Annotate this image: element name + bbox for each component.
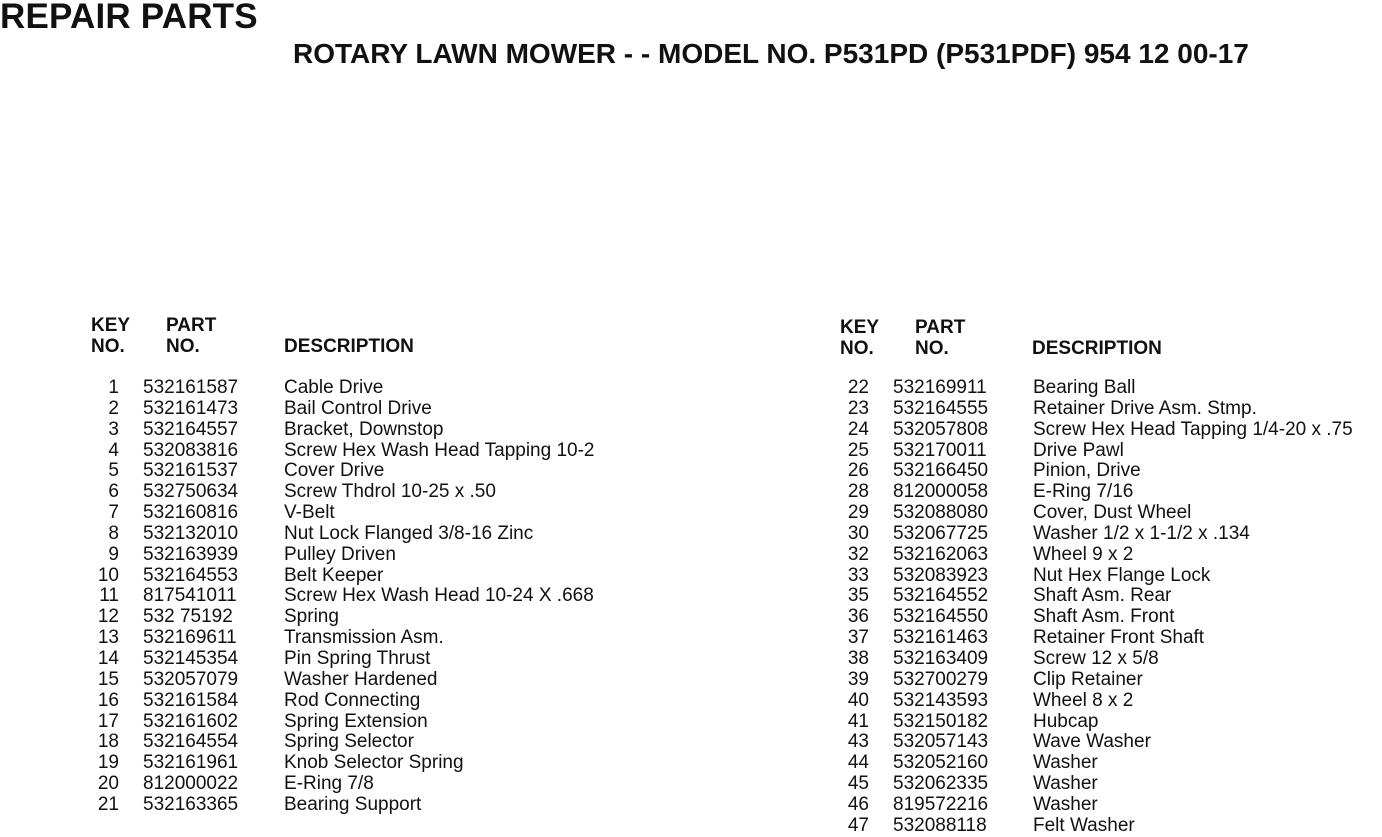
parts-row [0, 420, 1382, 441]
parts-row [0, 670, 1382, 691]
parts-row [0, 732, 1382, 753]
part-description: Washer Hardened [284, 668, 438, 690]
part-number: 812000022 [143, 773, 239, 795]
key-number: 24 [847, 418, 869, 440]
key-number: 47 [847, 814, 869, 836]
part-number: 532163365 [143, 793, 239, 815]
part-description: Screw Hex Head Tapping 1/4-20 x .75 [1033, 418, 1353, 440]
key-number: 26 [847, 460, 869, 482]
parts-row [0, 524, 1382, 545]
part-number: 532163409 [893, 647, 989, 669]
part-description: Clip Retainer [1033, 668, 1143, 690]
part-number: 532161961 [143, 752, 239, 774]
key-number: 29 [847, 502, 869, 524]
parts-row [0, 753, 1382, 774]
part-description: Nut Lock Flanged 3/8-16 Zinc [284, 522, 534, 544]
left-description-header: DESCRIPTION [284, 336, 414, 357]
part-description: Cover Drive [284, 460, 385, 482]
parts-row [0, 691, 1382, 712]
part-number: 532169911 [893, 377, 987, 398]
part-number: 532161587 [143, 377, 239, 398]
part-header-line1: PART [166, 315, 217, 336]
part-description: Shaft Asm. Front [1033, 606, 1175, 628]
key-number: 19 [97, 752, 119, 774]
part-number: 532161602 [143, 710, 239, 732]
key-number: 33 [847, 564, 869, 586]
parts-row [0, 482, 1382, 503]
part-number: 532057808 [893, 418, 989, 440]
page-title: REPAIR PARTS [0, 0, 258, 36]
part-description: Bearing Ball [1033, 377, 1136, 398]
key-number: 44 [847, 752, 869, 774]
parts-row [0, 461, 1382, 482]
part-description: Wave Washer [1033, 731, 1151, 753]
key-number: 28 [847, 481, 869, 503]
key-number: 2 [108, 397, 119, 419]
part-description: Pulley Driven [284, 543, 396, 565]
key-number: 25 [847, 439, 869, 461]
part-description: Washer [1033, 773, 1098, 795]
key-number: 22 [847, 377, 869, 398]
part-description: Knob Selector Spring [284, 752, 464, 774]
part-description: Bail Control Drive [284, 397, 432, 419]
part-number: 532083816 [143, 439, 239, 461]
part-description: Drive Pawl [1033, 439, 1124, 461]
part-description: Screw Hex Wash Head 10-24 X .668 [284, 585, 594, 607]
part-number: 532052160 [893, 752, 989, 774]
part-description: Spring Extension [284, 710, 428, 732]
part-number: 812000058 [893, 481, 989, 503]
key-number: 36 [847, 606, 869, 628]
right-key-header [840, 317, 879, 359]
part-description: Washer [1033, 752, 1098, 774]
parts-row [0, 628, 1382, 649]
part-description: Wheel 9 x 2 [1033, 543, 1134, 565]
part-number: 532164557 [143, 418, 239, 440]
key-number: 6 [108, 481, 119, 503]
part-number: 532161473 [143, 397, 239, 419]
part-number: 532161537 [143, 460, 239, 482]
part-description: Pin Spring Thrust [284, 647, 431, 669]
key-number: 9 [108, 543, 119, 565]
key-number: 10 [97, 564, 119, 586]
part-number: 532 75192 [143, 606, 233, 628]
part-description: Screw Thdrol 10-25 x .50 [284, 481, 496, 503]
key-number: 5 [108, 460, 119, 482]
part-description: Rod Connecting [284, 689, 421, 711]
key-number: 3 [108, 418, 119, 440]
parts-row [0, 816, 1382, 837]
key-number: 7 [108, 502, 119, 524]
part-description: Felt Washer [1033, 814, 1135, 836]
part-description: Belt Keeper [284, 564, 384, 586]
left-key-header [91, 315, 130, 357]
part-number: 532160816 [143, 502, 239, 524]
part-number: 532161584 [143, 689, 239, 711]
part-number: 532169611 [143, 627, 237, 649]
part-description: Retainer Drive Asm. Stmp. [1033, 397, 1257, 419]
key-number: 4 [108, 439, 119, 461]
key-number: 14 [97, 647, 119, 669]
part-number: 532750634 [143, 481, 239, 503]
key-number: 15 [97, 668, 119, 690]
key-number: 39 [847, 668, 869, 690]
part-number: 532164550 [893, 606, 989, 628]
part-description: Cover, Dust Wheel [1033, 502, 1192, 524]
part-description: E-Ring 7/16 [1033, 481, 1134, 503]
parts-row [0, 545, 1382, 566]
key-header-line2: NO. [840, 338, 874, 359]
key-header-line2: NO. [91, 336, 125, 357]
key-number: 45 [847, 773, 869, 795]
parts-row [0, 712, 1382, 733]
part-description: Wheel 8 x 2 [1033, 689, 1134, 711]
parts-row [0, 774, 1382, 795]
parts-row [0, 607, 1382, 628]
part-number: 532150182 [893, 710, 989, 732]
parts-row [0, 503, 1382, 524]
key-number: 35 [847, 585, 869, 607]
part-header-line2: NO. [915, 338, 949, 359]
part-number: 532700279 [893, 668, 989, 690]
key-number: 11 [99, 585, 119, 607]
part-number: 532062335 [893, 773, 989, 795]
part-number: 532170011 [893, 439, 987, 461]
part-description: Spring Selector [284, 731, 414, 753]
key-number: 17 [97, 710, 119, 732]
part-description: Screw 12 x 5/8 [1033, 647, 1159, 669]
key-number: 18 [97, 731, 119, 753]
part-description: Shaft Asm. Rear [1033, 585, 1172, 607]
part-description: Cable Drive [284, 377, 384, 398]
part-number: 532164554 [143, 731, 239, 753]
part-header-line2: NO. [166, 336, 200, 357]
key-number: 21 [97, 793, 119, 815]
part-description: Retainer Front Shaft [1033, 627, 1205, 649]
key-number: 40 [847, 689, 869, 711]
key-number: 13 [97, 627, 119, 649]
part-description: Transmission Asm. [284, 627, 444, 649]
part-number: 819572216 [893, 793, 989, 815]
left-part-header [166, 315, 216, 357]
part-number: 532088080 [893, 502, 989, 524]
part-number: 532161463 [893, 627, 989, 649]
parts-row [0, 566, 1382, 587]
model-subtitle: ROTARY LAWN MOWER - - MODEL NO. P531PD (P531PDF) 954 12 00-17 [293, 38, 1249, 69]
part-number: 532083923 [893, 564, 989, 586]
right-description-header: DESCRIPTION [1032, 338, 1162, 359]
key-number: 41 [847, 710, 869, 732]
key-number: 37 [847, 627, 869, 649]
part-number: 532164555 [893, 397, 989, 419]
right-parts-list [0, 378, 1382, 837]
part-description: Nut Hex Flange Lock [1033, 564, 1211, 586]
parts-row [0, 378, 1382, 399]
parts-row [0, 649, 1382, 670]
part-description: Hubcap [1033, 710, 1099, 732]
parts-row [0, 399, 1382, 420]
key-number: 23 [847, 397, 869, 419]
key-header-line1: KEY [840, 317, 880, 338]
key-number: 8 [108, 522, 119, 544]
part-number: 532164552 [893, 585, 989, 607]
part-number: 532132010 [143, 522, 239, 544]
key-number: 38 [847, 647, 869, 669]
part-description: E-Ring 7/8 [284, 773, 374, 795]
part-description: Pinion, Drive [1033, 460, 1141, 482]
key-number: 30 [847, 522, 869, 544]
parts-row [0, 795, 1382, 816]
parts-row [0, 441, 1382, 462]
part-number: 817541011 [143, 585, 237, 607]
part-number: 532143593 [893, 689, 989, 711]
key-number: 43 [847, 731, 869, 753]
part-number: 532164553 [143, 564, 239, 586]
part-number: 532067725 [893, 522, 989, 544]
part-number: 532057079 [143, 668, 239, 690]
key-number: 12 [97, 606, 119, 628]
key-number: 16 [97, 689, 119, 711]
part-number: 532162063 [893, 543, 989, 565]
part-number: 532088118 [893, 814, 987, 836]
part-description: Spring [284, 606, 339, 628]
part-number: 532145354 [143, 647, 239, 669]
key-number: 46 [847, 793, 869, 815]
key-header-line1: KEY [91, 315, 131, 336]
part-header-line1: PART [915, 317, 966, 338]
part-description: Bracket, Downstop [284, 418, 444, 440]
part-description: V-Belt [284, 502, 335, 524]
part-description: Screw Hex Wash Head Tapping 10-2 [284, 439, 595, 461]
part-number: 532057143 [893, 731, 989, 753]
key-number: 20 [97, 773, 119, 795]
key-number: 32 [847, 543, 869, 565]
right-part-header [915, 317, 965, 359]
key-number: 1 [108, 377, 119, 398]
part-number: 532163939 [143, 543, 239, 565]
part-number: 532166450 [893, 460, 989, 482]
part-description: Washer 1/2 x 1-1/2 x .134 [1033, 522, 1250, 544]
part-description: Washer [1033, 793, 1098, 815]
part-description: Bearing Support [284, 793, 422, 815]
parts-row [0, 586, 1382, 607]
